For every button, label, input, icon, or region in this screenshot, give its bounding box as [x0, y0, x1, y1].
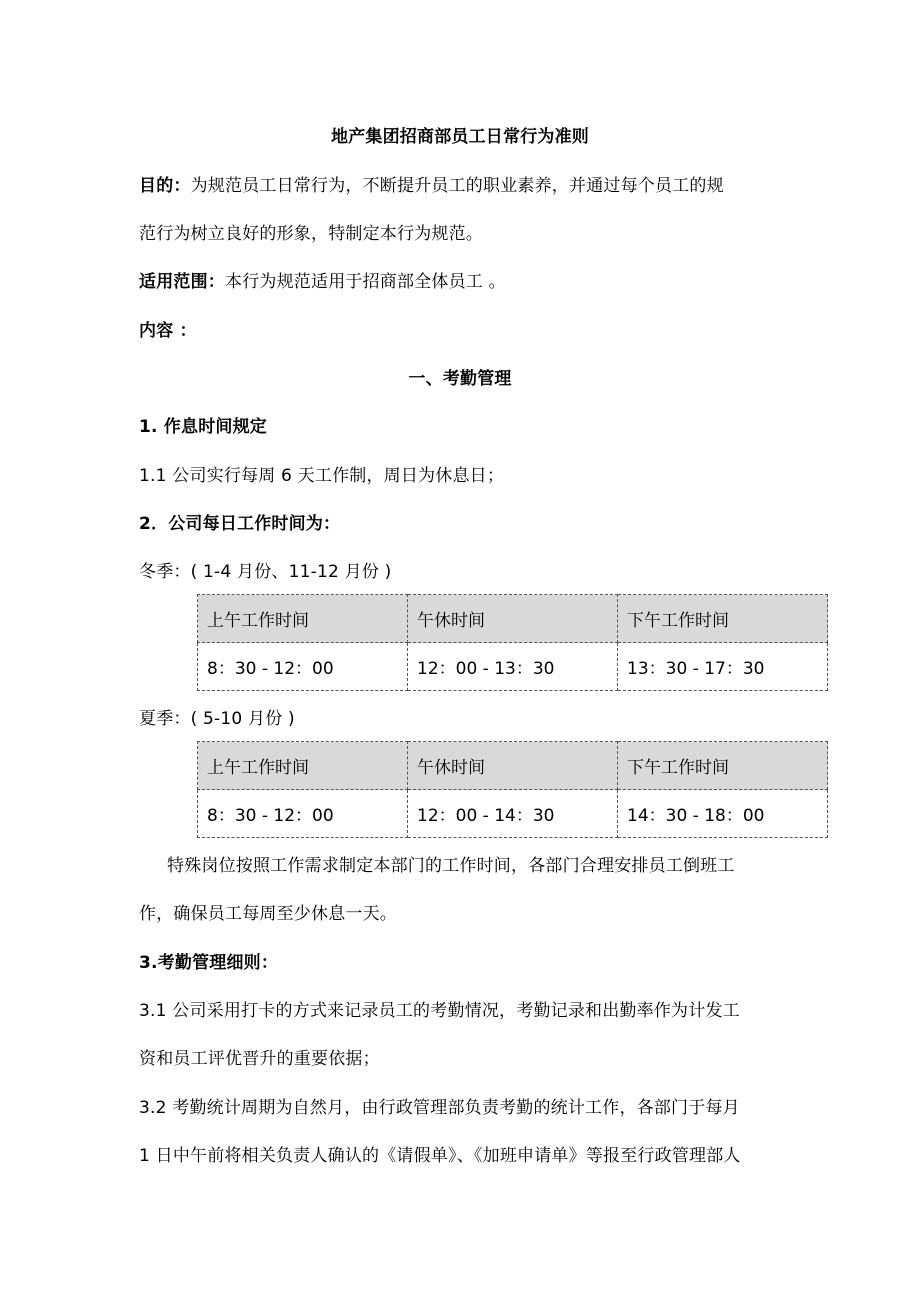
scope-paragraph	[139, 271, 506, 293]
header-cell-morning: 上午工作时间	[198, 595, 408, 643]
item-1-1: 1.1 公司实行每周 6 天工作制，周日为休息日；	[139, 466, 505, 486]
scope-text: 本行为规范适用于招商部全体员工 。	[225, 272, 506, 292]
winter-label: 冬季：( 1-4 月份、11-12 月份 )	[139, 562, 392, 582]
table-header-row	[198, 595, 828, 643]
document-title: 地产集团招商部员工日常行为准则	[331, 127, 589, 147]
table-header-row	[198, 742, 828, 790]
header-cell-lunch: 午休时间	[408, 595, 618, 643]
purpose-text: 为规范员工日常行为，不断提升员工的职业素养，并通过每个员工的规	[190, 176, 724, 196]
summer-label: 夏季：( 5-10 月份 )	[139, 709, 295, 729]
cell-lunch-time: 12：00 - 14：30	[408, 790, 618, 838]
header-cell-afternoon: 下午工作时间	[618, 742, 828, 790]
table-row	[198, 790, 828, 838]
cell-morning-time: 8：30 - 12：00	[198, 790, 408, 838]
subheading-work-hours: 1. 作息时间规定	[139, 417, 268, 437]
purpose-label: 目的：	[139, 176, 191, 196]
winter-schedule-table	[197, 594, 828, 691]
item-3-2-line-2: 1 日中午前将相关负责人确认的《请假单》、《加班申请单》等报至行政管理部人	[139, 1146, 741, 1166]
item-3-1-line-2: 资和员工评优晋升的重要依据；	[139, 1049, 380, 1069]
header-cell-lunch: 午休时间	[408, 742, 618, 790]
header-cell-afternoon: 下午工作时间	[618, 595, 828, 643]
table-row	[198, 643, 828, 691]
summer-schedule-table	[197, 741, 828, 838]
purpose-line-2: 范行为树立良好的形象，特制定本行为规范。	[139, 224, 483, 244]
cell-afternoon-time: 13：30 - 17：30	[618, 643, 828, 691]
subheading-daily-hours: 2．公司每日工作时间为：	[139, 514, 341, 534]
subheading-attendance-rules: 3.考勤管理细则：	[139, 953, 279, 973]
scope-label: 适用范围：	[139, 272, 225, 292]
purpose-line-1	[139, 175, 724, 197]
special-post-line-1: 特殊岗位按照工作需求制定本部门的工作时间，各部门合理安排员工倒班工	[167, 856, 735, 876]
cell-morning-time: 8：30 - 12：00	[198, 643, 408, 691]
special-post-line-2: 作，确保员工每周至少休息一天。	[139, 904, 397, 924]
item-3-2-line-1: 3.2 考勤统计周期为自然月，由行政管理部负责考勤的统计工作，各部门于每月	[139, 1098, 740, 1118]
header-cell-morning: 上午工作时间	[198, 742, 408, 790]
cell-lunch-time: 12：00 - 13：30	[408, 643, 618, 691]
item-3-1-line-1: 3.1 公司采用打卡的方式来记录员工的考勤情况，考勤记录和出勤率作为计发工	[139, 1001, 740, 1021]
content-label: 内容 ：	[139, 321, 197, 341]
section-heading-attendance: 一、考勤管理	[408, 369, 512, 389]
cell-afternoon-time: 14：30 - 18：00	[618, 790, 828, 838]
